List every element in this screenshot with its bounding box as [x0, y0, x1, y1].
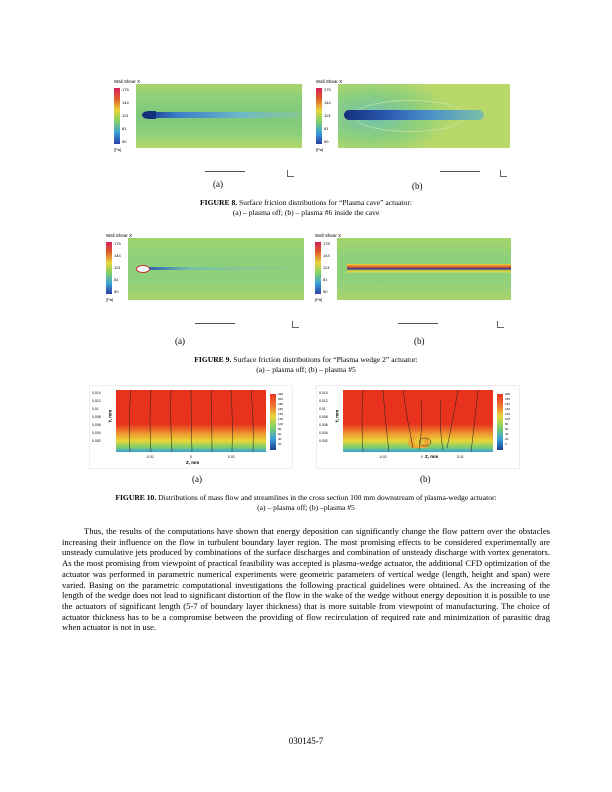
legend-tick: 50 [324, 139, 329, 144]
streamlines [343, 390, 493, 452]
x-axis-label: Z, mm [425, 454, 439, 459]
legend-tick: 140 [505, 407, 511, 411]
scale-bar [398, 323, 438, 324]
legend-tick: 175 [122, 87, 129, 92]
legend-tick: 50 [323, 289, 328, 294]
figure8-caption [60, 198, 552, 217]
subfigure-label: (b) [412, 181, 423, 191]
legend-tick: 140 [278, 412, 284, 416]
colorbar [106, 242, 112, 294]
x-tick: -0.01 [379, 455, 387, 459]
scale-bar [195, 323, 235, 324]
legend-tick: 80 [278, 427, 282, 431]
legend-tick: 144 [122, 100, 129, 105]
legend-tick: 60 [505, 427, 509, 431]
legend-tick: 175 [114, 241, 121, 246]
colorbar [270, 394, 276, 450]
legend-tick: 200 [278, 397, 284, 401]
figure10-panel-a [89, 385, 293, 469]
legend-unit: [Pa] [315, 297, 323, 302]
legend-tick: 120 [278, 417, 284, 421]
legend-unit: [Pa] [316, 147, 324, 152]
obstacle [142, 111, 156, 119]
figure9-panel-b [313, 232, 511, 314]
legend-tick: 20 [278, 442, 282, 446]
legend-tick: 113 [122, 113, 129, 118]
page-number: 030145-7 [288, 736, 324, 746]
subfigure-label: (a) [213, 179, 223, 189]
axis-triad-icon [497, 321, 504, 328]
figure8-panel-a [112, 78, 302, 170]
y-axis-label: Y, mm [107, 409, 113, 423]
legend-tick: 60 [278, 432, 282, 436]
caption-label: FIGURE 9. [194, 355, 232, 364]
legend-tick: 113 [324, 113, 331, 118]
legend-tick: 50 [122, 139, 127, 144]
legend-tick: 200 [505, 392, 511, 396]
legend-tick: 120 [505, 412, 511, 416]
body-paragraph: Thus, the results of the computations have shown that energy deposition can significantly change the flow pattern over the obstacles increasing their influence on the flow in turbulent boundary layer region. The most promising effects to be considered experimentally are unsteady cumulative jets produced by combinations of the surface discharges and combination of unsteady discharge with vortex generators. As the most promising from viewpoint of practical feasibility was accepted is plasma-wedge actuator, the additional CFD optimization of the actuator was performed in parametric numerical experiments were geometric parameters of vertical wedge (length, height and span) were varied. Basing on the parametric computational investigations the following practical guidelines were obtained. As the increasing of the length of the wedge does not lead to significant distortion of the flow in the wake of the wedge without energy deposition it is possible to use the actuators of significant length (5-7 of boundary layer thickness) that is more suitable from viewpoint of manufacturing. The choice of actuator thickness has to be a compromise between the providing of flow recirculation of required rate and minimization of parasitic drag when actuator is not in use. [62, 526, 550, 633]
y-tick: 0.012 [319, 399, 328, 403]
axis-triad-icon [287, 170, 294, 177]
legend-tick: 100 [505, 417, 511, 421]
wake-streak [144, 267, 304, 270]
subfigure-label: (a) [192, 474, 202, 484]
colorbar [114, 88, 120, 144]
y-tick: 0.002 [319, 439, 328, 443]
wake-streak [347, 264, 511, 273]
caption-text: Distributions of mass flow and streamlines in the cross section 100 mm downstream of plasma-wedge actuator: [156, 493, 497, 502]
legend-tick: 81 [114, 277, 119, 282]
subfigure-label: (b) [420, 474, 431, 484]
y-tick: 0.014 [92, 391, 101, 395]
figure10-caption [60, 493, 552, 512]
figure9-caption [60, 355, 552, 374]
y-tick: 0.014 [319, 391, 328, 395]
legend-tick: 160 [505, 402, 511, 406]
caption-label: FIGURE 8. [200, 198, 238, 207]
y-tick: 0.008 [319, 415, 328, 419]
y-tick: 0.008 [92, 415, 101, 419]
legend-tick: 81 [323, 277, 328, 282]
legend-tick: 180 [505, 397, 511, 401]
legend-title: Wall Shear X [114, 79, 141, 84]
caption-label: FIGURE 10. [115, 493, 157, 502]
y-tick: 0.002 [92, 439, 101, 443]
wake-streak [148, 112, 302, 118]
scale-bar [205, 171, 245, 172]
legend-tick: 144 [324, 100, 331, 105]
legend-tick: 175 [323, 241, 330, 246]
y-tick: 0.006 [92, 423, 101, 427]
streamlines [116, 390, 266, 452]
legend-title: Wall Shear X [316, 79, 343, 84]
legend-tick: 160 [278, 407, 284, 411]
legend-tick: 180 [278, 402, 284, 406]
legend-tick: 50 [114, 289, 119, 294]
legend-tick: 220 [278, 392, 284, 396]
scale-bar [440, 171, 480, 172]
caption-line2: (a) – plasma off; (b) – plasma #6 inside the cave [232, 207, 380, 217]
x-tick: 0 [421, 455, 423, 459]
caption-text: Surface friction distributions for “Plasma wedge 2” actuator: [231, 355, 418, 364]
figure10-panel-b [316, 385, 520, 469]
colorbar [316, 88, 322, 144]
legend-tick: 40 [505, 432, 509, 436]
caption-line2: (a) – plasma off; (b) – plasma #5 [256, 364, 356, 374]
caption-line2: (a) – plasma off; (b) –plasma #5 [257, 502, 355, 512]
legend-tick: 0 [505, 442, 507, 446]
legend-tick: 81 [324, 126, 329, 131]
x-tick: 0.01 [228, 455, 235, 459]
axis-triad-icon [500, 170, 507, 177]
x-tick: 0 [190, 455, 192, 459]
x-axis-label: Z, mm [186, 460, 200, 465]
colorbar [315, 242, 321, 294]
subfigure-label: (b) [414, 336, 425, 346]
wake-streak [344, 110, 484, 120]
figure8-panel-b [314, 78, 510, 170]
legend-title: Wall Shear X [106, 233, 133, 238]
y-tick: 0.01 [92, 407, 99, 411]
legend-title: Wall Shear X [315, 233, 342, 238]
y-axis-label: Y, mm [334, 409, 340, 423]
y-tick: 0.004 [319, 431, 328, 435]
x-tick: -0.01 [146, 455, 154, 459]
legend-tick: 113 [114, 265, 121, 270]
legend-tick: 20 [505, 437, 509, 441]
y-tick: 0.004 [92, 431, 101, 435]
obstacle [136, 265, 150, 273]
legend-tick: 144 [114, 253, 121, 258]
legend-tick: 40 [278, 437, 282, 441]
legend-unit: [Pa] [106, 297, 114, 302]
caption-text: Surface friction distributions for “Plasma cave” actuator: [237, 198, 412, 207]
legend-tick: 113 [323, 265, 330, 270]
axis-triad-icon [292, 321, 299, 328]
colorbar [497, 394, 503, 450]
legend-tick: 144 [323, 253, 330, 258]
subfigure-label: (a) [175, 336, 185, 346]
y-tick: 0.01 [319, 407, 326, 411]
figure9-panel-a [104, 232, 304, 314]
x-tick: 0.01 [457, 455, 464, 459]
legend-unit: [Pa] [114, 147, 122, 152]
legend-tick: 80 [505, 422, 509, 426]
y-tick: 0.006 [319, 423, 328, 427]
legend-tick: 100 [278, 422, 284, 426]
y-tick: 0.012 [92, 399, 101, 403]
legend-tick: 175 [324, 87, 331, 92]
legend-tick: 81 [122, 126, 127, 131]
